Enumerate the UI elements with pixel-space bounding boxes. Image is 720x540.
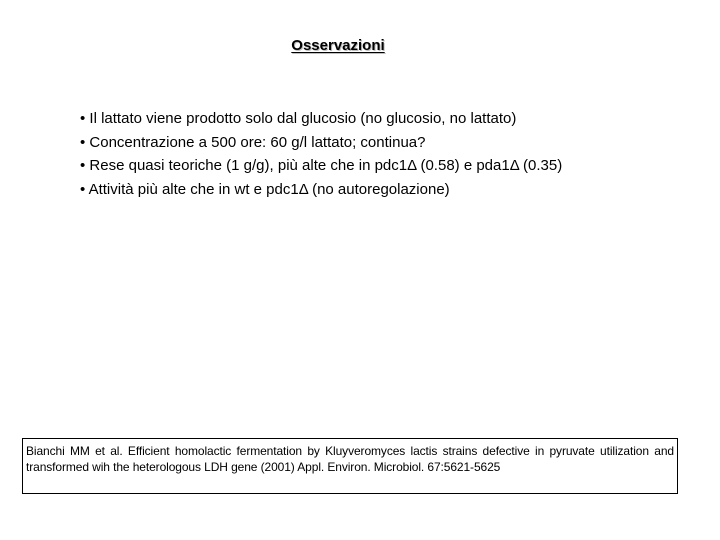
bullet-item: • Rese quasi teoriche (1 g/g), più alte che in pdc1Δ (0.58) e pda1Δ (0.35) [80,157,563,174]
observations-list [80,107,562,201]
citation-box [22,438,678,494]
bullet-item: • Attività più alte che in wt e pdc1Δ (no autoregolazione) [80,180,450,198]
citation-text: Bianchi MM et al. Efficient homolactic fermentation by Kluyveromyces lactis strains defective in pyruvate utilization and transformed wih the heterologous LDH gene (2001) Appl. Environ. Microbiol. 67:5621-5625 [26,444,674,475]
slide-title: Osservazioni [291,37,385,54]
bullet-item: • Concentrazione a 500 ore: 60 g/l lattato; continua? [80,133,426,151]
bullet-item: • Il lattato viene prodotto solo dal glucosio (no glucosio, no lattato) [80,110,517,127]
